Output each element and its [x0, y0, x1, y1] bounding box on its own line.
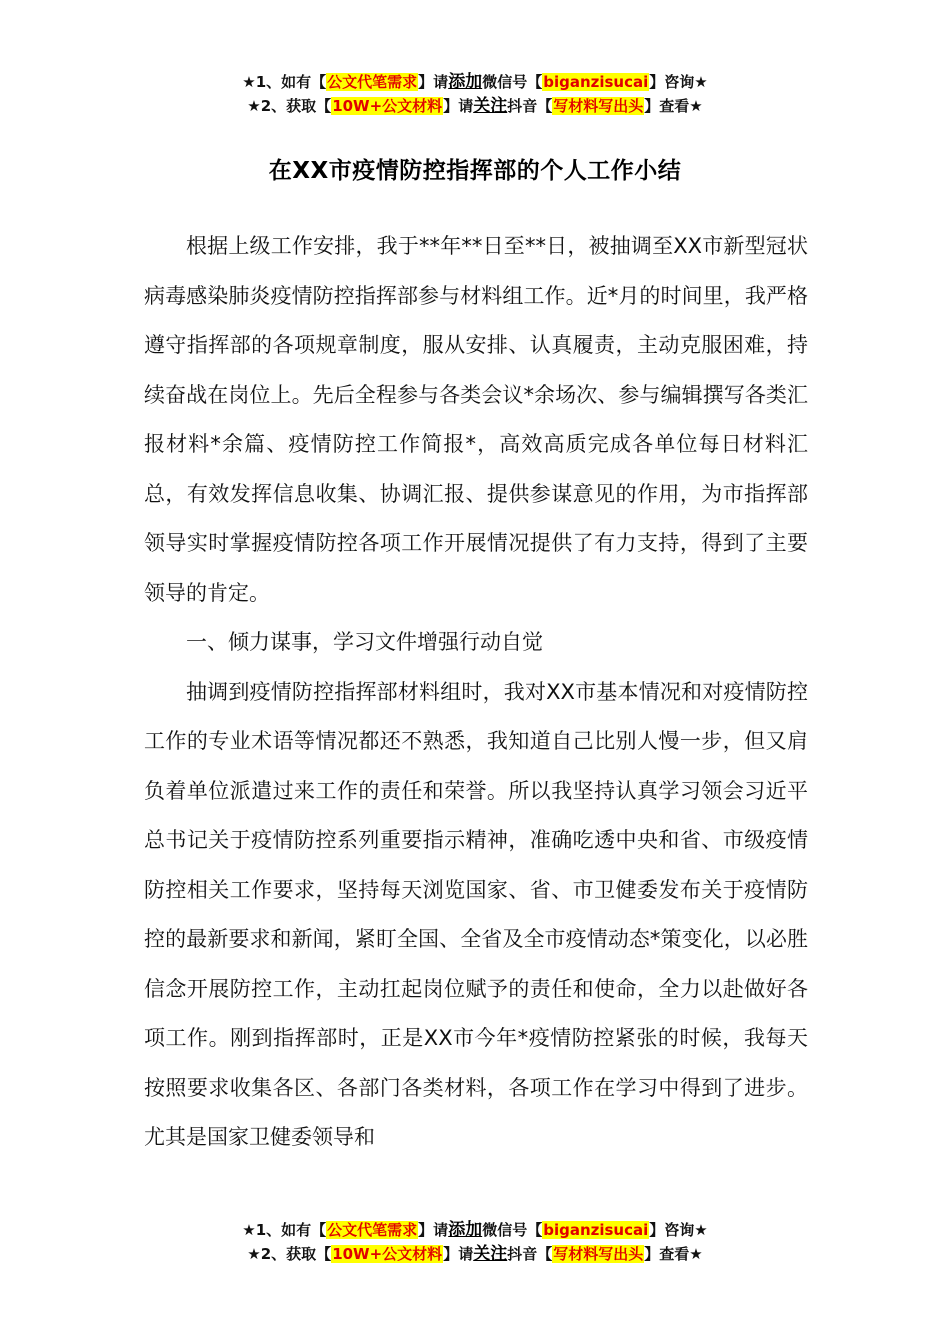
emphasis-text: 添加 [448, 1220, 483, 1240]
promo-text: 】咨询★ [649, 1221, 708, 1239]
highlight-wechat-id: biganzisucai [543, 1221, 649, 1239]
promo-banner-top [0, 70, 950, 118]
highlight-materials: 10W+公文材料 [332, 1245, 443, 1263]
promo-text: 】请 [418, 1221, 449, 1239]
highlight-service: 公文代笔需求 [327, 73, 418, 91]
paragraph-intro: 根据上级工作安排，我于**年**日至**日，被抽调至XX市新型冠状病毒感染肺炎疫情防控指挥部参与材料组工作。近*月的时间里，我严格遵守指挥部的各项规章制度，服从安排、认真履责，主动克服困难，持续奋战在岗位上。先后全程参与各类会议*余场次、参与编辑撰写各类汇报材料*余篇、疫情防控工作简报*，高效高质完成各单位每日材料汇总，有效发挥信息收集、协调汇报、提供参谋意见的作用，为市指挥部领导实时掌握疫情防控各项工作开展情况提供了有力支持，得到了主要领导的肯定。 [144, 234, 808, 605]
promo-text: 】咨询★ [649, 73, 708, 91]
promo-line-1 [0, 70, 950, 94]
promo-text: 微信号【 [482, 1221, 543, 1239]
promo-text: 微信号【 [482, 73, 543, 91]
document-title: 在XX市疫情防控指挥部的个人工作小结 [268, 158, 682, 184]
promo-text: 抖音【 [507, 1245, 553, 1263]
highlight-douyin: 写材料写出头 [553, 1245, 644, 1263]
promo-text: ★2、获取【 [247, 97, 332, 115]
promo-line-2 [0, 94, 950, 118]
document-body [144, 222, 808, 1163]
highlight-wechat-id: biganzisucai [543, 73, 649, 91]
highlight-douyin: 写材料写出头 [553, 97, 644, 115]
promo-text: 】请 [418, 73, 449, 91]
promo-text: ★2、获取【 [247, 1245, 332, 1263]
promo-text: ★1、如有【 [242, 73, 327, 91]
promo-line-1 [0, 1218, 950, 1242]
promo-text: 】查看★ [644, 1245, 703, 1263]
promo-text: 抖音【 [507, 97, 553, 115]
emphasis-text: 添加 [448, 72, 483, 92]
promo-line-2 [0, 1242, 950, 1266]
section-heading-1: 一、倾力谋事，学习文件增强行动自觉 [186, 630, 543, 654]
promo-text: 】请 [443, 1245, 474, 1263]
emphasis-text: 关注 [473, 96, 508, 116]
highlight-materials: 10W+公文材料 [332, 97, 443, 115]
promo-text: ★1、如有【 [242, 1221, 327, 1239]
promo-text: 】查看★ [644, 97, 703, 115]
promo-text: 】请 [443, 97, 474, 115]
emphasis-text: 关注 [473, 1244, 508, 1264]
promo-banner-bottom [0, 1218, 950, 1266]
highlight-service: 公文代笔需求 [327, 1221, 418, 1239]
paragraph-section-1: 抽调到疫情防控指挥部材料组时，我对XX市基本情况和对疫情防控工作的专业术语等情况都还不熟悉，我知道自己比别人慢一步，但又肩负着单位派遣过来工作的责任和荣誉。所以我坚持认真学习领会习近平总书记关于疫情防控系列重要指示精神，准确吃透中央和省、市级疫情防控相关工作要求，坚持每天浏览国家、省、市卫健委发布关于疫情防控的最新要求和新闻，紧盯全国、全省及全市疫情动态*策变化，以必胜信念开展防控工作，主动扛起岗位赋予的责任和使命，全力以赴做好各项工作。刚到指挥部时，正是XX市今年*疫情防控紧张的时候，我每天按照要求收集各区、各部门各类材料，各项工作在学习中得到了进步。尤其是国家卫健委领导和 [144, 679, 808, 1149]
